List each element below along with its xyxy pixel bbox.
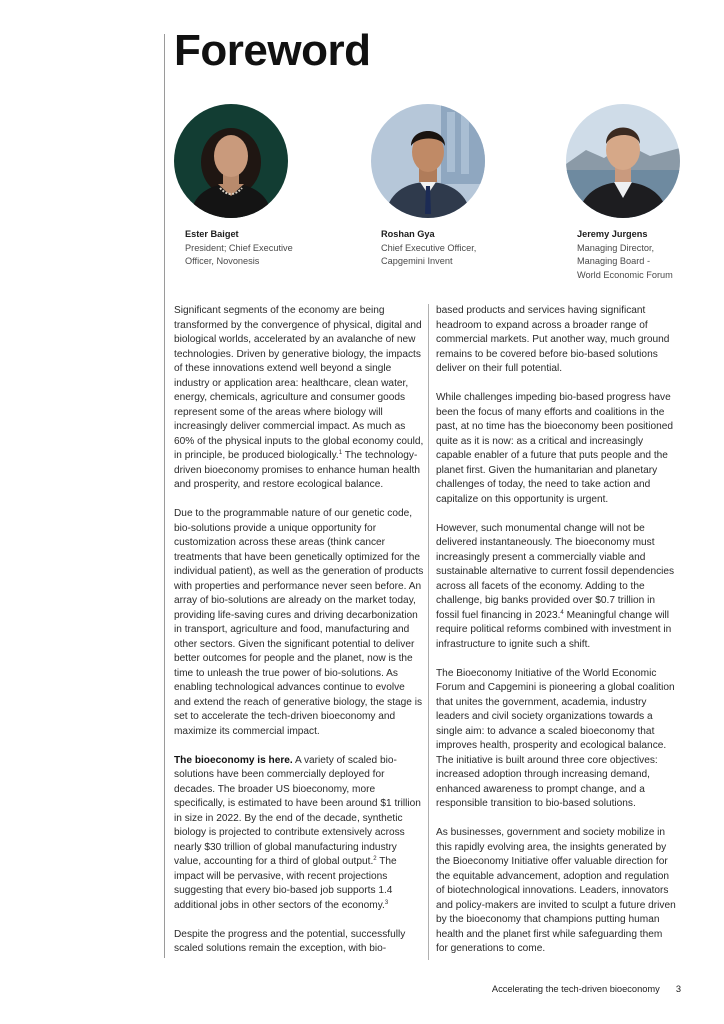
footnote-ref[interactable]: 3 [384,899,389,906]
column-divider [428,304,429,960]
footnote-ref[interactable]: 1 [338,450,343,456]
paragraph: Significant segments of the economy are being transformed by the convergence of physical, digital and biological worlds, accelerated by an avalanche of new technologies. Driven by generative biology, the impacts of these innovations extend well beyond a single industry or application area: healthcare, clean water, energy, chemicals, agriculture and consumer goods represent some of the areas where biology will increasingly deliver commercial impact. As much as 60% of the physical inputs to the global economy could, in principle, be produced biologically.$^1$ The technology-driven bioeconomy promises to enhance human health and prosperity, and restore ecological balance. [174,305,424,490]
footer-title: Accelerating the tech-driven bioeconomy [491,984,660,994]
contributor-name: Jeremy Jurgens [577,229,648,239]
footnote-ref[interactable]: 2 [373,856,377,862]
paragraph: However, such monumental change will not be delivered instantaneously. The bioeconomy must increasingly present a commercially viable and sustainable alternative to current fossil dependencies across all facets of the economy. Adding to the challenge, big banks provided over $0.7 trillion in fossil fuel financing in 2023.$^4$ Meaningful change will require political reforms combined with investment in infrastructure to ignite such a shift. [436,522,675,650]
page-footer [0,984,681,994]
paragraph: While challenges impeding bio-based progress have been the focus of many efforts and coalitions in the past, at no time has the bioeconomy been positioned quite as it is now: as a critical and increasingly capable enabler of a future that puts people and the planet first. Given the humanitarian and planetary challenges of today, the need to take action and capitalize on this opportunity is urgent. [436,392,673,505]
body-column-right [436,304,676,971]
page-title: Foreword [174,26,371,75]
contributor-role-line: Officer, Novonesis [185,256,260,266]
paragraph-lead: The bioeconomy is here. [174,754,293,766]
contributor-role-line: Managing Director, [577,242,655,253]
contributor-name: Ester Baiget [185,229,239,239]
contributor-role-line: Managing Board - [577,256,651,266]
paragraph: The bioeconomy is here. A variety of scaled bio-solutions have been commercially deployed for decades. The broader US bioeconomy, more specifically, is estimated to have been around $1 trillion in size in 2022. By the end of the decade, synthetic biology is projected to contribute extensively across nearly $30 trillion of global manufacturing industry value, accounting for a third of global output.$^2$ The impact will be pervasive, with recent projections suggesting that every bio-based job supports 1.4 additional jobs in other sectors of the economy.$^3$ [174,754,421,911]
paragraph: The Bioeconomy Initiative of the World Economic Forum and Capgemini is pioneering a global coalition that unites the government, academia, industry leaders and civil society organizations towards a single aim: to advance a scaled bioeconomy that improves health, prosperity and ecological balance. The initiative is built around three core objectives: increased adoption through increasing demand, enhanced awareness to prompt change, and a responsible transition to bio-based solutions. [436,667,675,809]
portrait-jeremy-jurgens [566,104,680,218]
paragraph: Due to the programmable nature of our genetic code, bio-solutions provide a unique opportunity for customization across these areas (think cancer treatments that have been genetically optimized for the individual patient), as well as the generation of products with properties and performance never seen before. An array of bio-solutions are already on the market today, providing life-saving cures and driving decarbonization in transport, agriculture and food, manufacturing and other sectors. Given the significant potential to deliver better outcomes for people and the planet, now is the time to unleash the true power of bio-solutions. As enabling technological advances continue to evolve and extend the reach of generative biology, the stage is set to accelerate the tech-driven bioeconomy and maximize its commercial impact. [174,508,424,737]
contributor-ester-baiget [185,228,313,269]
paragraph: Despite the progress and the potential, successfully scaled solutions remain the exception, with bio- [174,928,406,954]
contributor-roshan-gya [381,228,509,269]
portrait-ester-baiget [174,104,288,218]
page-number: 3 [675,984,681,994]
contributor-role-line: Capgemini Invent [381,256,453,266]
portrait-roshan-gya [371,104,485,218]
paragraph: As businesses, government and society mobilize in this rapidly evolving area, the insights generated by the Bioeconomy Initiative offer valuable direction for the equitable advancement, adoption and regulation of biotechnological innovations. Leaders, innovators and policy-makers are invited to sculpt a future driven by the bioeconomy that champions putting human health and the planet first while safeguarding them for generations to come. [436,827,676,954]
contributor-role-line: Chief Executive Officer, [381,242,477,253]
contributor-jeremy-jurgens [577,228,705,282]
body-column-left [174,304,424,971]
paragraph: based products and services having significant headroom to expand across a broader range of commercial markets. Put another way, much ground remains to be covered before bio-based solutions deliver on their full potential. [436,305,670,374]
contributor-name: Roshan Gya [381,229,435,239]
contributor-role-line: World Economic Forum [577,269,673,280]
page-margin-rule [164,34,165,958]
contributor-role-line: President; Chief Executive [185,242,293,253]
footnote-ref[interactable]: 4 [560,609,564,616]
